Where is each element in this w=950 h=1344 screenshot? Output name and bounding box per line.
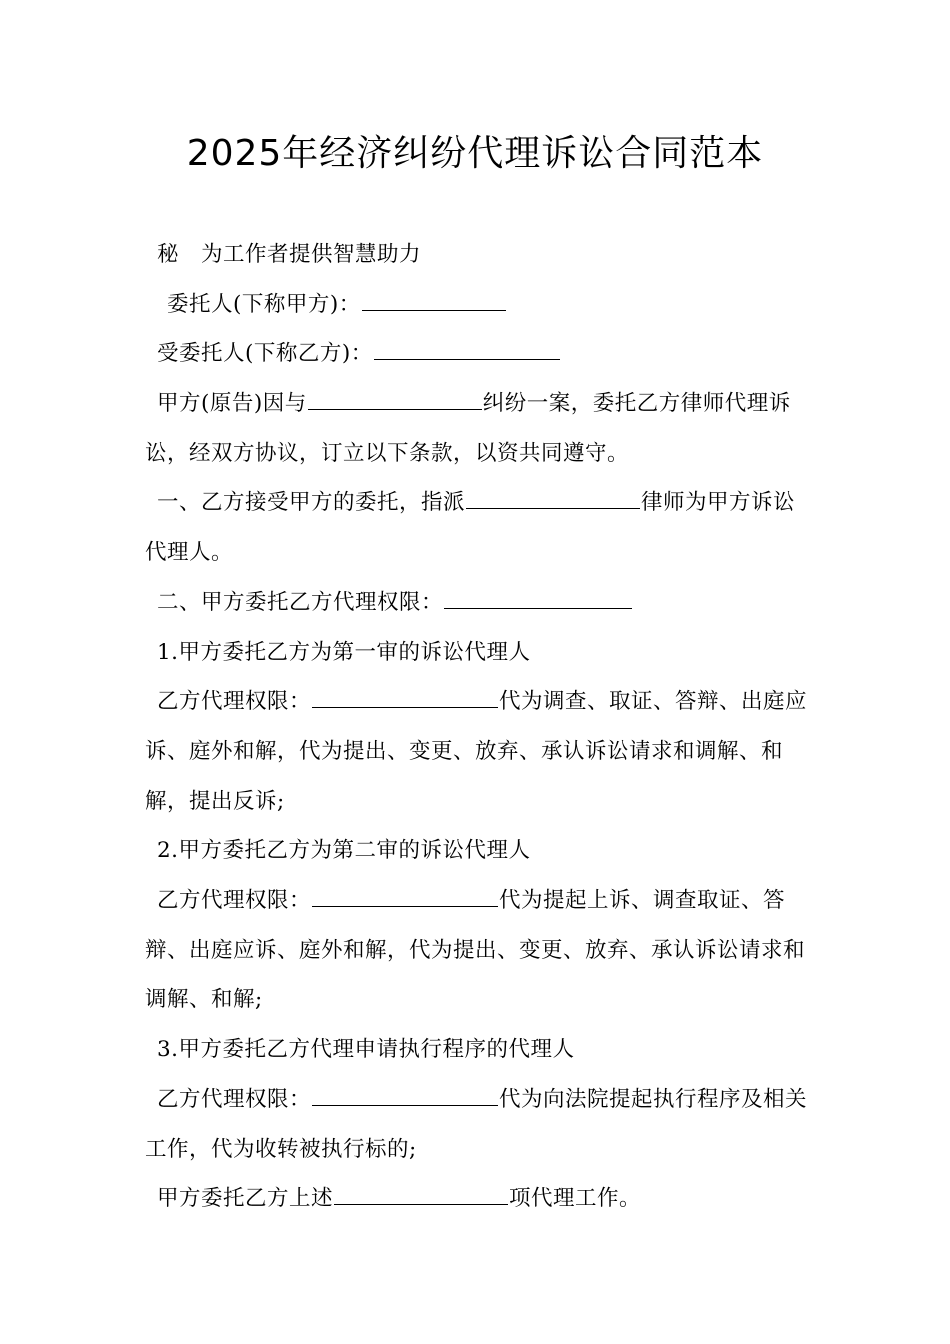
intro-text-b: 纠纷一案，委托乙方律师代理诉讼，经双方协议，订立以下条款，以资共同遵守。 — [145, 391, 791, 466]
item-2-scope — [145, 876, 815, 1025]
item-1-scope-text: 代为调查、取证、答辩、出庭应诉、庭外和解，代为提出、变更、放弃、承认诉讼请求和调解、和解，提出反诉; — [145, 689, 808, 814]
item-2-title: 2.甲方委托乙方为第二审的诉讼代理人 — [157, 838, 531, 864]
item-2-scope-text: 代为提起上诉、调查取证、答辩、出庭应诉、庭外和解，代为提出、变更、放弃、承认诉讼请求和调解、和解; — [145, 888, 806, 1013]
item-3-title: 3.甲方委托乙方代理申请执行程序的代理人 — [157, 1037, 575, 1063]
principal-blank — [362, 287, 506, 311]
item-3-scope — [145, 1075, 815, 1174]
item-1-scope-label: 乙方代理权限： — [157, 689, 312, 715]
clause-2 — [145, 578, 815, 628]
item-1-title: 1.甲方委托乙方为第一审的诉讼代理人 — [157, 639, 531, 665]
agent-line — [145, 329, 815, 379]
principal-line — [145, 280, 815, 330]
clause-1-text-b: 律师为甲方诉讼代理人。 — [145, 490, 796, 566]
item-3-scope-text: 代为向法院提起执行程序及相关工作，代为收转被执行标的; — [145, 1086, 808, 1162]
intro-text-a: 甲方(原告)因与 — [157, 391, 307, 417]
item-3-blank — [312, 1082, 498, 1106]
closing-text-b: 项代理工作。 — [509, 1186, 642, 1212]
item-3-scope-label: 乙方代理权限： — [157, 1086, 312, 1112]
clause-2-label: 二、甲方委托乙方代理权限： — [157, 589, 444, 615]
tagline-text: 为工作者提供智慧助力 — [201, 242, 422, 267]
agent-blank — [374, 337, 560, 361]
clause-2-blank — [444, 585, 632, 609]
item-2-scope-label: 乙方代理权限： — [157, 888, 312, 914]
closing-blank — [334, 1182, 508, 1206]
intro-paragraph — [145, 379, 815, 478]
tagline — [145, 230, 815, 280]
item-1-blank — [312, 685, 498, 709]
clause-1-text-a: 一、乙方接受甲方的委托，指派 — [157, 490, 466, 516]
tagline-prefix: 秘 — [157, 242, 180, 267]
closing-line — [145, 1174, 815, 1224]
document-title: 2025年经济纠纷代理诉讼合同范本 — [186, 133, 764, 174]
principal-label: 委托人(下称甲方)： — [167, 291, 361, 317]
clause-1-blank — [466, 486, 640, 510]
agent-label: 受委托人(下称乙方)： — [157, 341, 373, 367]
item-1-scope — [145, 677, 815, 826]
document-body — [145, 230, 815, 1224]
intro-blank — [308, 387, 482, 411]
item-2-blank — [312, 883, 498, 907]
clause-1 — [145, 478, 815, 577]
closing-text-a: 甲方委托乙方上述 — [157, 1186, 334, 1212]
